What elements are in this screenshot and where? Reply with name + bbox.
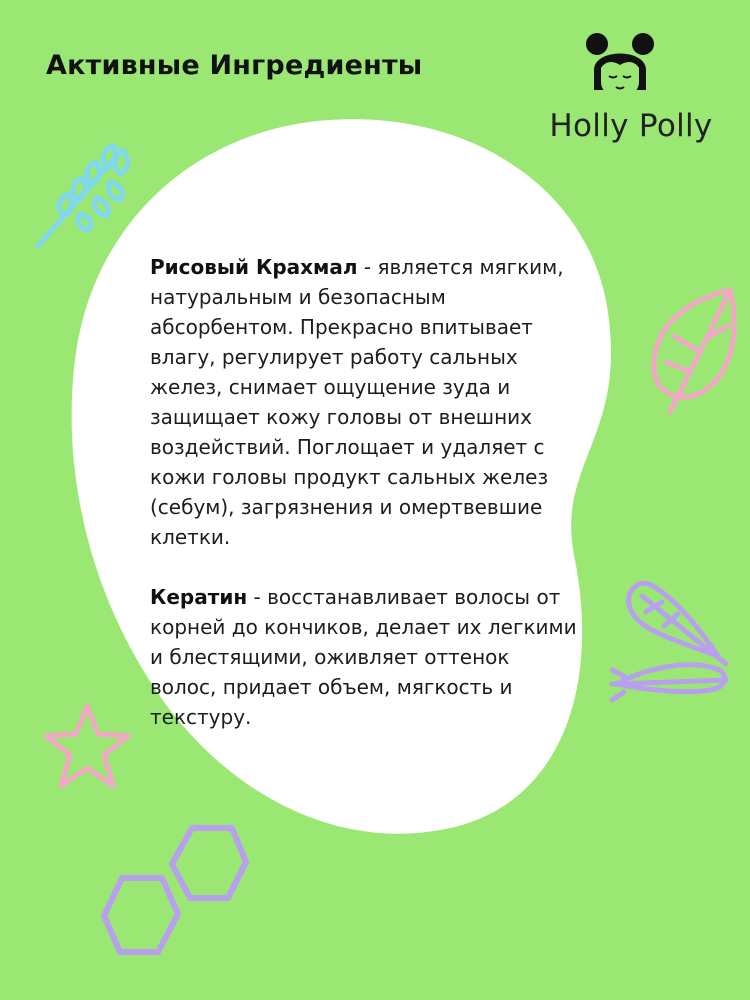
star-icon [40,700,135,792]
brand-block [536,28,726,158]
feather-icon [606,572,750,714]
page-title: Активные Ингредиенты [46,50,423,81]
brand-name: Holly Polly [549,108,713,144]
ingredient-paragraph [150,582,580,732]
ingredients-text [150,252,580,762]
ingredient-term: Рисовый Крахмал [150,255,358,279]
wheat-icon [30,138,140,253]
ingredient-description: - восстанавливает волосы от корней до кончиков, делает их легкими и блестящими, оживляет оттенок волос, придает объем, мягкость и текстуру. [150,585,577,729]
ingredient-paragraph [150,252,580,552]
ingredient-description: - является мягким, натуральным и безопасным абсорбентом. Прекрасно впитывает влагу, регулирует работу сальных желез, снимает ощущение зуда и защищает кожу головы от внешних воздействий. Поглощает и удаляет с кожи головы продукт сальных желез (себум), загрязнения и омертвевшие клетки. [150,255,564,549]
hexagon-icon [96,820,256,970]
girl-face-logo-icon [584,30,656,102]
ingredient-term: Кератин [150,585,248,609]
leaf-icon [640,282,750,417]
